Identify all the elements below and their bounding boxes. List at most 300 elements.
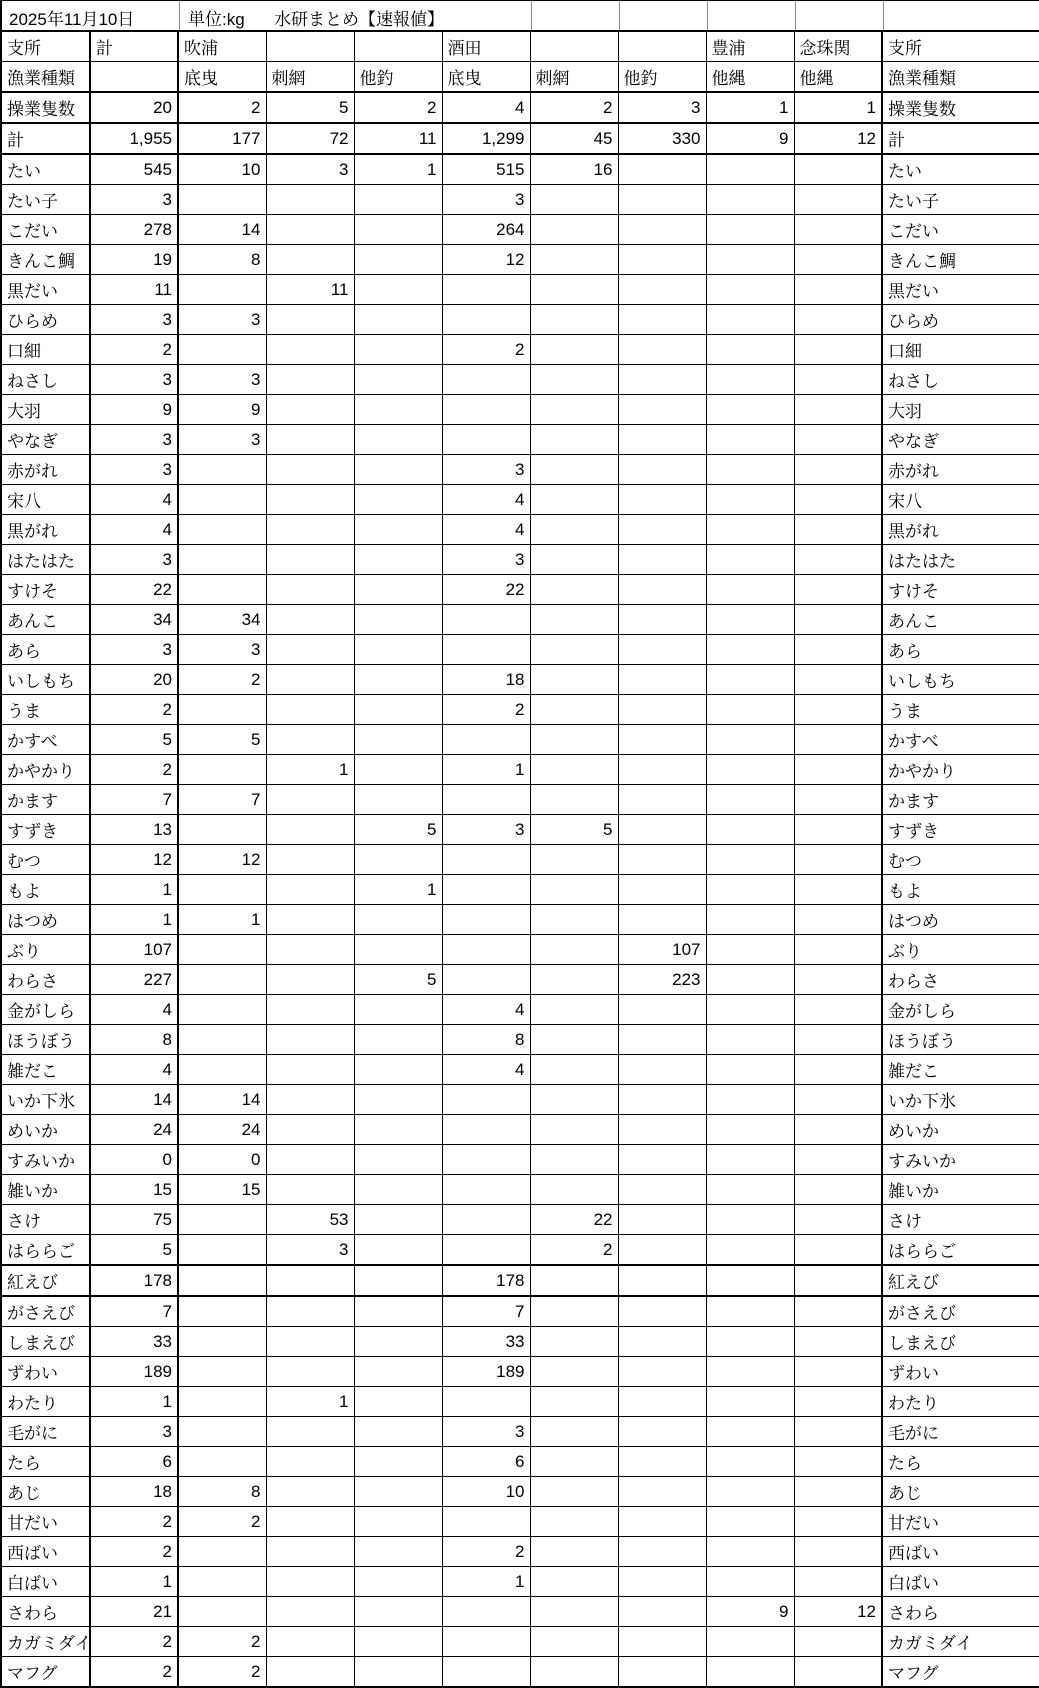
- species-name-cell-right[interactable]: 紅えび: [882, 1265, 1039, 1296]
- value-cell[interactable]: [266, 605, 354, 635]
- corner-gear-label-right[interactable]: 漁業種類: [882, 62, 1039, 93]
- value-cell[interactable]: [354, 665, 442, 695]
- value-cell[interactable]: 2: [90, 695, 178, 725]
- value-cell[interactable]: [794, 1507, 882, 1537]
- value-cell[interactable]: [354, 695, 442, 725]
- value-cell[interactable]: [618, 1597, 706, 1627]
- value-cell[interactable]: [618, 995, 706, 1025]
- value-cell[interactable]: [266, 1477, 354, 1507]
- value-cell[interactable]: [706, 1387, 794, 1417]
- value-cell[interactable]: [266, 1357, 354, 1387]
- value-cell[interactable]: 12: [90, 845, 178, 875]
- value-cell[interactable]: [354, 845, 442, 875]
- value-cell[interactable]: 2: [442, 1537, 530, 1567]
- value-cell[interactable]: [266, 1567, 354, 1597]
- value-cell[interactable]: [354, 185, 442, 215]
- value-cell[interactable]: 5: [90, 1235, 178, 1266]
- value-cell[interactable]: [178, 485, 266, 515]
- value-cell[interactable]: [442, 1657, 530, 1688]
- value-cell[interactable]: [706, 785, 794, 815]
- value-cell[interactable]: 22: [90, 575, 178, 605]
- value-cell[interactable]: [530, 1055, 618, 1085]
- value-cell[interactable]: [266, 665, 354, 695]
- value-cell[interactable]: [354, 1627, 442, 1657]
- value-cell[interactable]: 189: [442, 1357, 530, 1387]
- value-cell[interactable]: [266, 965, 354, 995]
- value-cell[interactable]: 3: [442, 545, 530, 575]
- total-value-cell[interactable]: 1,299: [442, 123, 530, 154]
- value-cell[interactable]: [706, 995, 794, 1025]
- value-cell[interactable]: [618, 1145, 706, 1175]
- value-cell[interactable]: [794, 1567, 882, 1597]
- value-cell[interactable]: [794, 935, 882, 965]
- value-cell[interactable]: [706, 755, 794, 785]
- value-cell[interactable]: [794, 1175, 882, 1205]
- species-name-cell[interactable]: ひらめ: [1, 305, 90, 335]
- value-cell[interactable]: [266, 875, 354, 905]
- value-cell[interactable]: [794, 1055, 882, 1085]
- value-cell[interactable]: [266, 935, 354, 965]
- species-name-cell[interactable]: やなぎ: [1, 425, 90, 455]
- value-cell[interactable]: [618, 1417, 706, 1447]
- value-cell[interactable]: [706, 695, 794, 725]
- vessels-row-label[interactable]: 操業隻数: [1, 92, 90, 123]
- value-cell[interactable]: [266, 815, 354, 845]
- value-cell[interactable]: [266, 455, 354, 485]
- species-name-cell[interactable]: 西ばい: [1, 1537, 90, 1567]
- value-cell[interactable]: 1: [178, 905, 266, 935]
- vessels-count-cell[interactable]: 1: [706, 92, 794, 123]
- species-name-cell-right[interactable]: むつ: [882, 845, 1039, 875]
- value-cell[interactable]: 33: [442, 1327, 530, 1357]
- value-cell[interactable]: [354, 1115, 442, 1145]
- value-cell[interactable]: [794, 515, 882, 545]
- value-cell[interactable]: [530, 515, 618, 545]
- value-cell[interactable]: [530, 575, 618, 605]
- value-cell[interactable]: [706, 1417, 794, 1447]
- branch-header-cell[interactable]: 豊浦: [706, 31, 794, 62]
- value-cell[interactable]: [530, 305, 618, 335]
- species-name-cell-right[interactable]: いしもち: [882, 665, 1039, 695]
- value-cell[interactable]: [706, 1327, 794, 1357]
- species-name-cell[interactable]: かすべ: [1, 725, 90, 755]
- value-cell[interactable]: [618, 275, 706, 305]
- value-cell[interactable]: 15: [178, 1175, 266, 1205]
- value-cell[interactable]: [794, 395, 882, 425]
- value-cell[interactable]: 6: [442, 1447, 530, 1477]
- value-cell[interactable]: [266, 635, 354, 665]
- species-name-cell-right[interactable]: すみいか: [882, 1145, 1039, 1175]
- value-cell[interactable]: [178, 935, 266, 965]
- value-cell[interactable]: 20: [90, 665, 178, 695]
- value-cell[interactable]: [442, 395, 530, 425]
- value-cell[interactable]: [354, 785, 442, 815]
- value-cell[interactable]: [354, 575, 442, 605]
- value-cell[interactable]: [178, 1205, 266, 1235]
- value-cell[interactable]: [794, 275, 882, 305]
- value-cell[interactable]: [266, 245, 354, 275]
- value-cell[interactable]: [354, 905, 442, 935]
- value-cell[interactable]: [354, 755, 442, 785]
- species-name-cell-right[interactable]: 西ばい: [882, 1537, 1039, 1567]
- value-cell[interactable]: [530, 1296, 618, 1327]
- value-cell[interactable]: [794, 1265, 882, 1296]
- total-value-cell[interactable]: 1,955: [90, 123, 178, 154]
- value-cell[interactable]: [618, 1477, 706, 1507]
- species-name-cell[interactable]: いか下氷: [1, 1085, 90, 1115]
- value-cell[interactable]: 15: [90, 1175, 178, 1205]
- value-cell[interactable]: [178, 335, 266, 365]
- value-cell[interactable]: 2: [442, 695, 530, 725]
- value-cell[interactable]: [530, 275, 618, 305]
- value-cell[interactable]: [530, 605, 618, 635]
- value-cell[interactable]: [442, 1085, 530, 1115]
- value-cell[interactable]: [266, 1055, 354, 1085]
- value-cell[interactable]: [706, 1296, 794, 1327]
- value-cell[interactable]: [442, 1507, 530, 1537]
- value-cell[interactable]: [794, 875, 882, 905]
- species-name-cell[interactable]: さわら: [1, 1597, 90, 1627]
- value-cell[interactable]: 1: [90, 1567, 178, 1597]
- value-cell[interactable]: [706, 1657, 794, 1688]
- value-cell[interactable]: [794, 785, 882, 815]
- value-cell[interactable]: [442, 1387, 530, 1417]
- value-cell[interactable]: [178, 995, 266, 1025]
- species-name-cell[interactable]: たい: [1, 154, 90, 185]
- value-cell[interactable]: [354, 1296, 442, 1327]
- value-cell[interactable]: [266, 1657, 354, 1688]
- value-cell[interactable]: [618, 1055, 706, 1085]
- value-cell[interactable]: 1: [266, 755, 354, 785]
- value-cell[interactable]: [618, 515, 706, 545]
- value-cell[interactable]: 18: [90, 1477, 178, 1507]
- value-cell[interactable]: [178, 755, 266, 785]
- value-cell[interactable]: [706, 185, 794, 215]
- species-name-cell-right[interactable]: かすべ: [882, 725, 1039, 755]
- species-name-cell[interactable]: 宋八: [1, 485, 90, 515]
- species-name-cell[interactable]: すずき: [1, 815, 90, 845]
- species-name-cell-right[interactable]: はたはた: [882, 545, 1039, 575]
- species-name-cell-right[interactable]: すずき: [882, 815, 1039, 845]
- value-cell[interactable]: [354, 1537, 442, 1567]
- value-cell[interactable]: [442, 1627, 530, 1657]
- value-cell[interactable]: 178: [90, 1265, 178, 1296]
- value-cell[interactable]: [266, 185, 354, 215]
- value-cell[interactable]: [706, 1055, 794, 1085]
- value-cell[interactable]: 2: [90, 1627, 178, 1657]
- value-cell[interactable]: 53: [266, 1205, 354, 1235]
- value-cell[interactable]: 1: [354, 875, 442, 905]
- species-name-cell-right[interactable]: 大羽: [882, 395, 1039, 425]
- value-cell[interactable]: [266, 1417, 354, 1447]
- value-cell[interactable]: [354, 1085, 442, 1115]
- value-cell[interactable]: [618, 335, 706, 365]
- value-cell[interactable]: 24: [90, 1115, 178, 1145]
- value-cell[interactable]: 19: [90, 245, 178, 275]
- value-cell[interactable]: [794, 425, 882, 455]
- totals-row-label-right[interactable]: 計: [882, 123, 1039, 154]
- species-name-cell[interactable]: マフグ: [1, 1657, 90, 1688]
- value-cell[interactable]: 4: [90, 995, 178, 1025]
- value-cell[interactable]: [794, 365, 882, 395]
- value-cell[interactable]: 264: [442, 215, 530, 245]
- value-cell[interactable]: [706, 1567, 794, 1597]
- species-name-cell-right[interactable]: 雑いか: [882, 1175, 1039, 1205]
- value-cell[interactable]: 3: [178, 365, 266, 395]
- value-cell[interactable]: 21: [90, 1597, 178, 1627]
- value-cell[interactable]: [266, 1265, 354, 1296]
- species-name-cell[interactable]: がさえび: [1, 1296, 90, 1327]
- value-cell[interactable]: 5: [178, 725, 266, 755]
- species-name-cell[interactable]: カガミダイ: [1, 1627, 90, 1657]
- value-cell[interactable]: 33: [90, 1327, 178, 1357]
- value-cell[interactable]: [442, 725, 530, 755]
- value-cell[interactable]: [178, 1296, 266, 1327]
- value-cell[interactable]: [266, 1145, 354, 1175]
- value-cell[interactable]: 223: [618, 965, 706, 995]
- value-cell[interactable]: [266, 335, 354, 365]
- vessels-count-cell[interactable]: 5: [266, 92, 354, 123]
- value-cell[interactable]: [618, 154, 706, 185]
- value-cell[interactable]: [794, 245, 882, 275]
- value-cell[interactable]: [618, 1627, 706, 1657]
- value-cell[interactable]: [354, 545, 442, 575]
- value-cell[interactable]: [354, 725, 442, 755]
- value-cell[interactable]: [530, 1417, 618, 1447]
- value-cell[interactable]: [618, 1025, 706, 1055]
- value-cell[interactable]: [618, 1507, 706, 1537]
- species-name-cell-right[interactable]: わらさ: [882, 965, 1039, 995]
- value-cell[interactable]: [530, 1447, 618, 1477]
- branch-header-cell[interactable]: 吹浦: [178, 31, 266, 62]
- value-cell[interactable]: [354, 1265, 442, 1296]
- vessels-count-cell[interactable]: 2: [354, 92, 442, 123]
- species-name-cell[interactable]: ほうぼう: [1, 1025, 90, 1055]
- value-cell[interactable]: 75: [90, 1205, 178, 1235]
- corner-branch-label[interactable]: 支所: [1, 31, 90, 62]
- species-name-cell[interactable]: しまえび: [1, 1327, 90, 1357]
- value-cell[interactable]: [442, 785, 530, 815]
- value-cell[interactable]: [530, 335, 618, 365]
- value-cell[interactable]: [530, 1387, 618, 1417]
- value-cell[interactable]: [618, 1175, 706, 1205]
- value-cell[interactable]: 3: [90, 365, 178, 395]
- value-cell[interactable]: 7: [178, 785, 266, 815]
- value-cell[interactable]: 1: [442, 755, 530, 785]
- value-cell[interactable]: [354, 215, 442, 245]
- value-cell[interactable]: 189: [90, 1357, 178, 1387]
- species-name-cell-right[interactable]: はららご: [882, 1235, 1039, 1266]
- value-cell[interactable]: [794, 1387, 882, 1417]
- value-cell[interactable]: [706, 1537, 794, 1567]
- value-cell[interactable]: [178, 965, 266, 995]
- value-cell[interactable]: [266, 395, 354, 425]
- value-cell[interactable]: [618, 365, 706, 395]
- value-cell[interactable]: 5: [90, 725, 178, 755]
- value-cell[interactable]: [530, 1085, 618, 1115]
- value-cell[interactable]: [618, 1327, 706, 1357]
- value-cell[interactable]: [618, 1205, 706, 1235]
- value-cell[interactable]: [178, 1357, 266, 1387]
- value-cell[interactable]: [706, 545, 794, 575]
- value-cell[interactable]: [178, 515, 266, 545]
- value-cell[interactable]: [794, 305, 882, 335]
- species-name-cell-right[interactable]: カガミダイ: [882, 1627, 1039, 1657]
- value-cell[interactable]: [706, 1085, 794, 1115]
- value-cell[interactable]: 3: [90, 305, 178, 335]
- species-name-cell-right[interactable]: さわら: [882, 1597, 1039, 1627]
- value-cell[interactable]: [266, 365, 354, 395]
- species-name-cell-right[interactable]: 黒だい: [882, 275, 1039, 305]
- species-name-cell[interactable]: 金がしら: [1, 995, 90, 1025]
- gear-header-cell[interactable]: 底曳: [442, 62, 530, 93]
- value-cell[interactable]: [618, 755, 706, 785]
- value-cell[interactable]: [354, 305, 442, 335]
- species-name-cell-right[interactable]: 宋八: [882, 485, 1039, 515]
- value-cell[interactable]: [178, 1235, 266, 1266]
- value-cell[interactable]: [266, 1296, 354, 1327]
- value-cell[interactable]: 2: [90, 335, 178, 365]
- value-cell[interactable]: 2: [90, 1507, 178, 1537]
- value-cell[interactable]: [354, 935, 442, 965]
- value-cell[interactable]: [706, 725, 794, 755]
- value-cell[interactable]: [442, 845, 530, 875]
- value-cell[interactable]: [794, 1145, 882, 1175]
- value-cell[interactable]: [266, 515, 354, 545]
- value-cell[interactable]: 2: [442, 335, 530, 365]
- value-cell[interactable]: [706, 635, 794, 665]
- species-name-cell-right[interactable]: かます: [882, 785, 1039, 815]
- value-cell[interactable]: [618, 875, 706, 905]
- value-cell[interactable]: [794, 665, 882, 695]
- value-cell[interactable]: [354, 1025, 442, 1055]
- species-name-cell-right[interactable]: たい: [882, 154, 1039, 185]
- value-cell[interactable]: [706, 1627, 794, 1657]
- total-value-cell[interactable]: 330: [618, 123, 706, 154]
- value-cell[interactable]: 2: [90, 755, 178, 785]
- species-name-cell-right[interactable]: はつめ: [882, 905, 1039, 935]
- value-cell[interactable]: [442, 1175, 530, 1205]
- value-cell[interactable]: [442, 905, 530, 935]
- value-cell[interactable]: [706, 485, 794, 515]
- value-cell[interactable]: [618, 845, 706, 875]
- value-cell[interactable]: [794, 815, 882, 845]
- value-cell[interactable]: 5: [530, 815, 618, 845]
- value-cell[interactable]: 3: [90, 455, 178, 485]
- value-cell[interactable]: [618, 185, 706, 215]
- branch-header-cell[interactable]: 念珠関: [794, 31, 882, 62]
- species-name-cell[interactable]: たら: [1, 1447, 90, 1477]
- value-cell[interactable]: [618, 425, 706, 455]
- value-cell[interactable]: [618, 665, 706, 695]
- value-cell[interactable]: [794, 905, 882, 935]
- value-cell[interactable]: [794, 1085, 882, 1115]
- value-cell[interactable]: [178, 815, 266, 845]
- value-cell[interactable]: 4: [90, 515, 178, 545]
- value-cell[interactable]: [442, 425, 530, 455]
- value-cell[interactable]: 9: [178, 395, 266, 425]
- value-cell[interactable]: [266, 1627, 354, 1657]
- species-name-cell-right[interactable]: ほうぼう: [882, 1025, 1039, 1055]
- value-cell[interactable]: 3: [90, 1417, 178, 1447]
- value-cell[interactable]: 4: [442, 995, 530, 1025]
- total-value-cell[interactable]: 177: [178, 123, 266, 154]
- value-cell[interactable]: 3: [266, 154, 354, 185]
- value-cell[interactable]: [266, 1327, 354, 1357]
- value-cell[interactable]: [530, 185, 618, 215]
- value-cell[interactable]: [706, 1447, 794, 1477]
- value-cell[interactable]: 22: [442, 575, 530, 605]
- value-cell[interactable]: [618, 1447, 706, 1477]
- value-cell[interactable]: [178, 1567, 266, 1597]
- value-cell[interactable]: [266, 305, 354, 335]
- value-cell[interactable]: [618, 635, 706, 665]
- value-cell[interactable]: [706, 575, 794, 605]
- branch-header-cell[interactable]: 酒田: [442, 31, 530, 62]
- total-value-cell[interactable]: 45: [530, 123, 618, 154]
- species-name-cell-right[interactable]: あじ: [882, 1477, 1039, 1507]
- value-cell[interactable]: 0: [178, 1145, 266, 1175]
- value-cell[interactable]: [794, 1417, 882, 1447]
- value-cell[interactable]: [618, 395, 706, 425]
- value-cell[interactable]: [354, 1145, 442, 1175]
- species-name-cell-right[interactable]: もよ: [882, 875, 1039, 905]
- species-name-cell[interactable]: かやかり: [1, 755, 90, 785]
- value-cell[interactable]: [530, 1115, 618, 1145]
- value-cell[interactable]: [530, 935, 618, 965]
- species-name-cell[interactable]: 紅えび: [1, 1265, 90, 1296]
- value-cell[interactable]: [618, 1387, 706, 1417]
- value-cell[interactable]: 7: [442, 1296, 530, 1327]
- value-cell[interactable]: 278: [90, 215, 178, 245]
- value-cell[interactable]: [530, 1145, 618, 1175]
- value-cell[interactable]: [794, 335, 882, 365]
- species-name-cell[interactable]: むつ: [1, 845, 90, 875]
- value-cell[interactable]: [706, 1145, 794, 1175]
- value-cell[interactable]: [794, 1627, 882, 1657]
- corner-branch-label-right[interactable]: 支所: [882, 31, 1039, 62]
- species-name-cell-right[interactable]: 金がしら: [882, 995, 1039, 1025]
- branch-header-cell[interactable]: [354, 31, 442, 62]
- value-cell[interactable]: 34: [178, 605, 266, 635]
- value-cell[interactable]: [618, 1657, 706, 1688]
- gear-header-cell[interactable]: 刺網: [266, 62, 354, 93]
- value-cell[interactable]: [442, 875, 530, 905]
- value-cell[interactable]: 9: [706, 1597, 794, 1627]
- species-name-cell[interactable]: 甘だい: [1, 1507, 90, 1537]
- species-name-cell-right[interactable]: こだい: [882, 215, 1039, 245]
- value-cell[interactable]: 3: [442, 455, 530, 485]
- value-cell[interactable]: [618, 245, 706, 275]
- value-cell[interactable]: [266, 1175, 354, 1205]
- species-name-cell[interactable]: 黒がれ: [1, 515, 90, 545]
- vessels-count-cell[interactable]: 2: [530, 92, 618, 123]
- value-cell[interactable]: [178, 1055, 266, 1085]
- value-cell[interactable]: [618, 215, 706, 245]
- value-cell[interactable]: 5: [354, 965, 442, 995]
- vessels-count-cell[interactable]: 3: [618, 92, 706, 123]
- value-cell[interactable]: [354, 995, 442, 1025]
- value-cell[interactable]: [706, 245, 794, 275]
- value-cell[interactable]: [442, 1145, 530, 1175]
- value-cell[interactable]: 4: [442, 1055, 530, 1085]
- value-cell[interactable]: 0: [90, 1145, 178, 1175]
- value-cell[interactable]: [530, 1627, 618, 1657]
- value-cell[interactable]: 2: [178, 1627, 266, 1657]
- value-cell[interactable]: [178, 695, 266, 725]
- species-name-cell[interactable]: はたはた: [1, 545, 90, 575]
- value-cell[interactable]: 24: [178, 1115, 266, 1145]
